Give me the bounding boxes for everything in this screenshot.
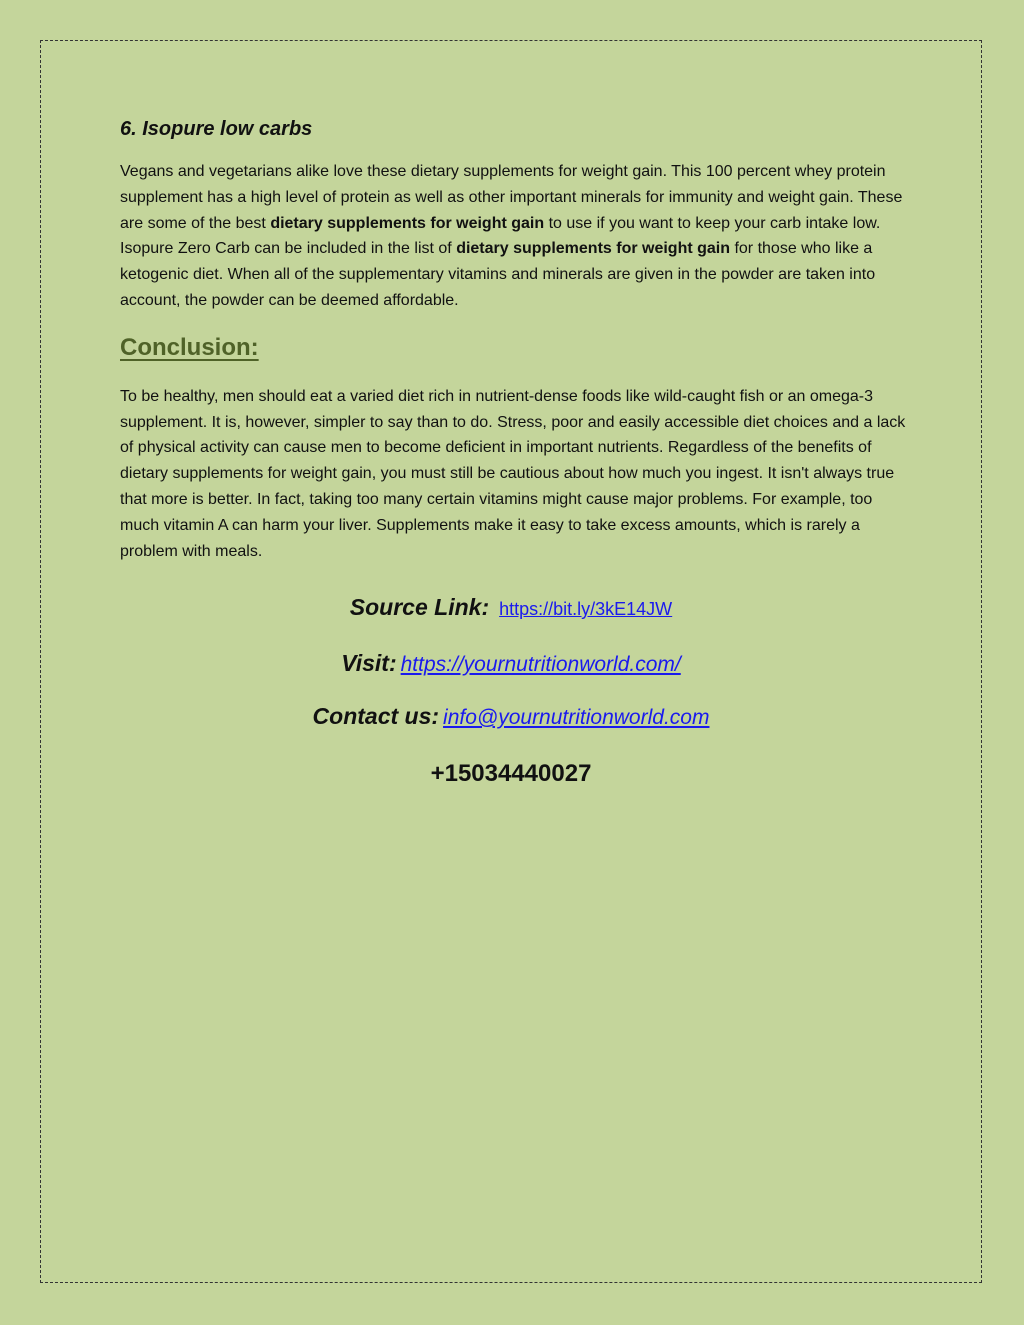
bold-keyword: dietary supplements for weight gain	[270, 214, 545, 232]
phone-line	[40, 760, 982, 788]
paragraph-text: Vegans and vegetarians alike love these dietary supplements for weight gain. This 100 percent whey protein supplement has a high level of protein as well as other important minerals for immunity and weight gain. These are some of the best	[120, 163, 903, 232]
conclusion-heading: Conclusion:	[120, 333, 259, 361]
paragraph-text: to use if you want to keep your carb intake low. Isopure Zero Carb can be included in the list of	[120, 214, 881, 258]
contact-email-link[interactable]: info@yournutritionworld.com	[443, 706, 710, 729]
section-heading: 6. Isopure low carbs	[120, 118, 313, 140]
visit-line	[40, 650, 982, 677]
source-link-line	[40, 594, 982, 621]
bold-keyword: dietary supplements for weight gain	[456, 240, 731, 258]
contact-line	[40, 703, 982, 730]
source-link-label: Source Link:	[349, 594, 490, 620]
phone-number: +15034440027	[430, 760, 592, 787]
visit-label: Visit:	[341, 650, 397, 676]
document-body	[120, 118, 906, 564]
paragraph-text: for those who like a ketogenic diet. When all of the supplementary vitamins and minerals are given in the powder are taken into account, the powder can be deemed affordable.	[120, 240, 876, 309]
source-link[interactable]: https://bit.ly/3kE14JW	[499, 599, 673, 619]
section-paragraph	[120, 159, 906, 314]
contact-label: Contact us:	[312, 703, 440, 729]
visit-link[interactable]: https://yournutritionworld.com/	[400, 653, 681, 676]
conclusion-paragraph: To be healthy, men should eat a varied diet rich in nutrient-dense foods like wild-caught fish or an omega-3 supplement. It is, however, simpler to say than to do. Stress, poor and easily accessible diet choices and a lack of physical activity can cause men to become deficient in important nutrients. Regardless of the benefits of dietary supplements for weight gain, you must still be cautious about how much you ingest. It isn't always true that more is better. In fact, taking too many certain vitamins might cause major problems. For example, too much vitamin A can harm your liver. Supplements make it easy to take excess amounts, which is rarely a problem with meals.	[120, 387, 906, 560]
